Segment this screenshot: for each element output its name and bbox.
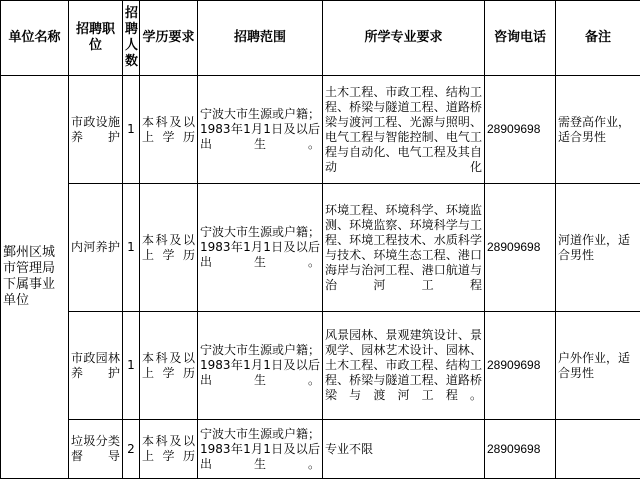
count-cell: 1 [123,312,140,420]
remark-cell: 户外作业，适合男性 [556,312,640,420]
major-cell: 风景园林、景观建筑设计、景观学、园林艺术设计、园林、土木工程、市政工程、结构工程、桥梁与隧道工程、道路桥梁与渡河工程。 [323,312,485,420]
education-cell: 本科及以上学历 [140,312,198,420]
table-row [1,184,640,312]
header-position: 招聘职位 [69,1,123,76]
phone-cell: 28909698 [485,76,556,184]
position-cell: 垃圾分类督导 [69,420,123,479]
header-education: 学历要求 [140,1,198,76]
education-cell: 本科及以上学历 [140,76,198,184]
header-phone: 咨询电话 [485,1,556,76]
education-cell: 本科及以上学历 [140,184,198,312]
count-cell: 1 [123,184,140,312]
position-cell: 市政设施养护 [69,76,123,184]
position-cell: 市政园林养护 [69,312,123,420]
header-row [1,1,640,76]
scope-cell: 宁波大市生源或户籍；1983年1月1日及以后出生。 [198,184,323,312]
table-row [1,420,640,479]
header-count: 招聘人数 [123,1,140,76]
remark-cell: 河道作业，适合男性 [556,184,640,312]
table-row [1,76,640,184]
major-cell: 环境工程、环境科学、环境监测、环境监察、环境科学与工程、环境工程技术、水质科学与技术、环境生态工程、港口海岸与治河工程、港口航道与治河工程 [323,184,485,312]
remark-cell [556,420,640,479]
major-cell: 专业不限 [323,420,485,479]
major-cell: 土木工程、市政工程、结构工程、桥梁与隧道工程、道路桥梁与渡河工程、光源与照明、电气工程与智能控制、电气工程与自动化、电气工程及其自动化 [323,76,485,184]
phone-cell: 28909698 [485,312,556,420]
header-scope: 招聘范围 [198,1,323,76]
education-cell: 本科及以上学历 [140,420,198,479]
header-unit: 单位名称 [1,1,69,76]
remark-cell: 需登高作业，适合男性 [556,76,640,184]
phone-cell: 28909698 [485,184,556,312]
count-cell: 2 [123,420,140,479]
unit-name-cell: 鄞州区城市管理局下属事业单位 [1,76,69,479]
scope-cell: 宁波大市生源或户籍；1983年1月1日及以后出生。 [198,76,323,184]
table-row [1,312,640,420]
count-cell: 1 [123,76,140,184]
scope-cell: 宁波大市生源或户籍；1983年1月1日及以后出生。 [198,312,323,420]
header-remark: 备注 [556,1,640,76]
phone-cell: 28909698 [485,420,556,479]
header-major: 所学专业要求 [323,1,485,76]
scope-cell: 宁波大市生源或户籍；1983年1月1日及以后出生。 [198,420,323,479]
position-cell: 内河养护 [69,184,123,312]
